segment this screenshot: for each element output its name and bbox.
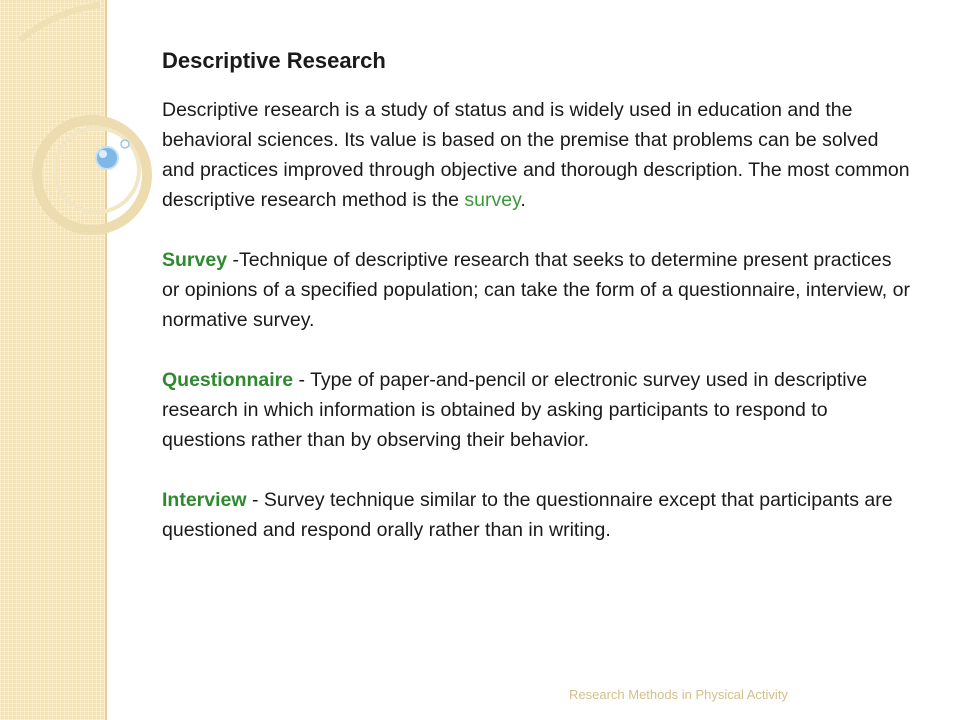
slide-content bbox=[162, 44, 912, 575]
term-label: Questionnaire bbox=[162, 369, 294, 391]
decorative-circles-icon bbox=[0, 0, 160, 240]
term-label: Interview bbox=[162, 489, 247, 511]
small-dot-icon bbox=[121, 140, 129, 148]
intro-end: . bbox=[520, 189, 526, 211]
definition-interview bbox=[162, 485, 912, 545]
slide-footer: Research Methods in Physical Activity bbox=[569, 687, 788, 702]
definition-text: - Type of paper-and-pencil or electronic survey used in descriptive research in which information is obtained by asking participants to respond to questions rather than by observing their behavior. bbox=[162, 369, 868, 451]
intro-text: Descriptive research is a study of status and is widely used in education and the behavioral sciences. Its value is based on the premise that problems can be solved and practices improved through objective and thorough description. The most common descriptive research method is the bbox=[162, 99, 910, 211]
term-label: Survey bbox=[162, 249, 228, 271]
arc-icon bbox=[20, 5, 100, 40]
definition-survey bbox=[162, 245, 912, 335]
dot-highlight-icon bbox=[99, 150, 107, 158]
survey-link-word: survey bbox=[464, 189, 521, 211]
blue-dot-icon bbox=[96, 147, 118, 169]
definition-questionnaire bbox=[162, 365, 912, 455]
definition-text: - Survey technique similar to the questionnaire except that participants are questioned and respond orally rather than in writing. bbox=[162, 489, 893, 541]
intro-paragraph bbox=[162, 95, 912, 215]
slide-title: Descriptive Research bbox=[162, 48, 386, 73]
definition-text: -Technique of descriptive research that seeks to determine present practices or opinions of a specified population; can take the form of a questionnaire, interview, or normative survey. bbox=[162, 249, 910, 331]
